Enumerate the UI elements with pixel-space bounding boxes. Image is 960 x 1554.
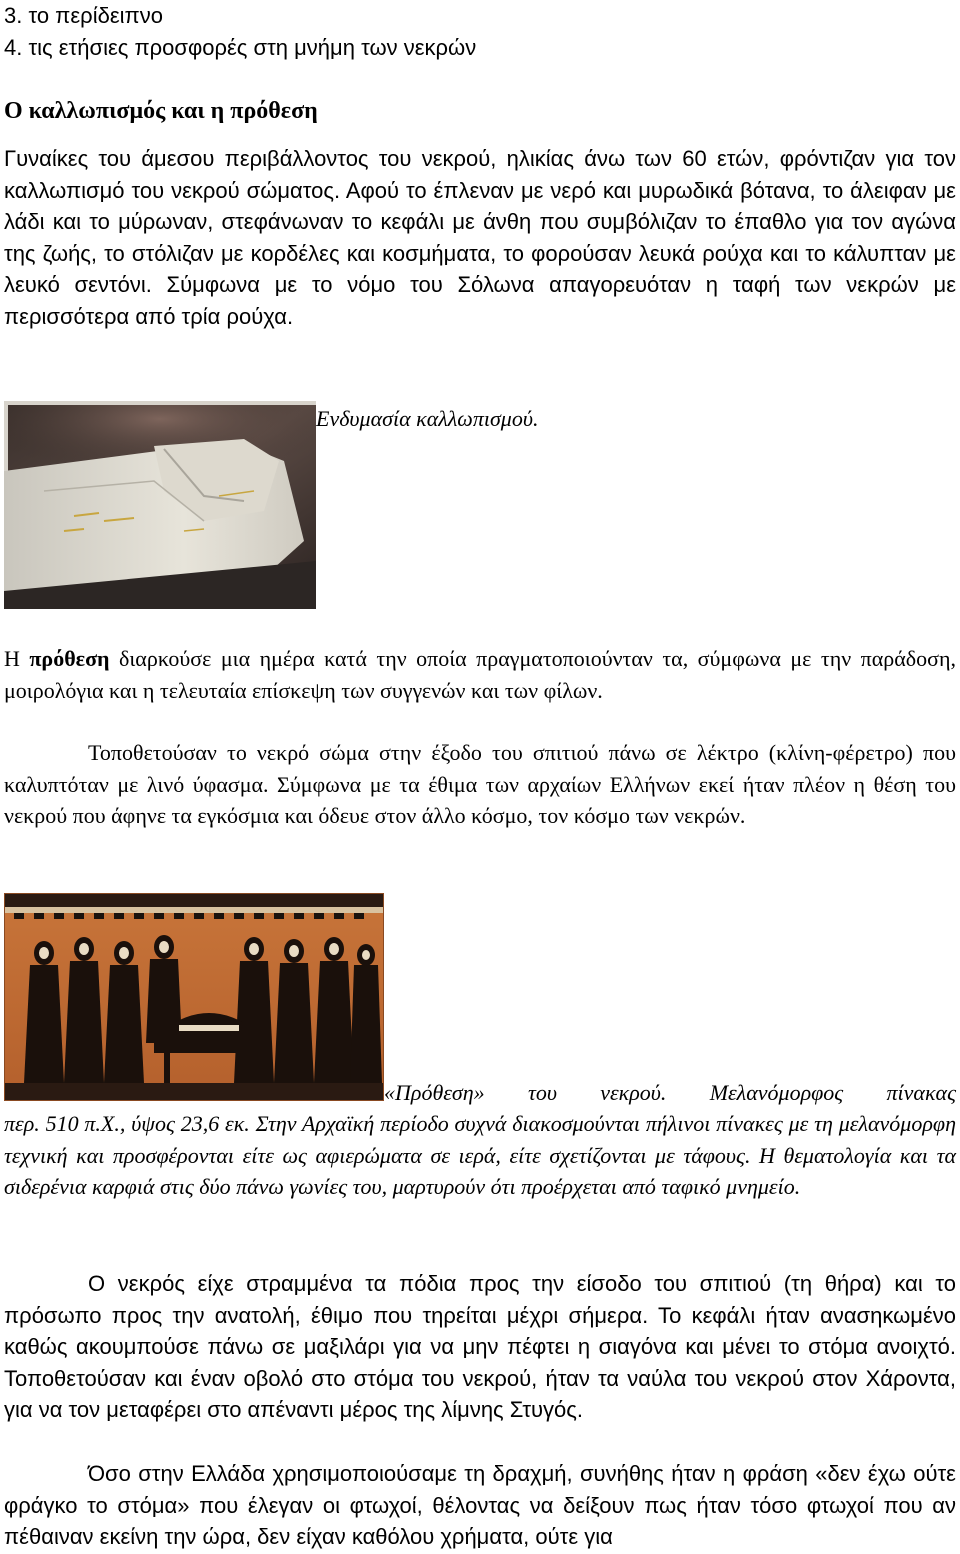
black-figure-plaque-photo	[4, 893, 384, 1101]
burial-garment-caption: Ενδυμασία καλλωπισμού.	[316, 406, 539, 431]
paragraph-grooming: Γυναίκες του άμεσου περιβάλλοντος του νεκρού, ηλικίας άνω των 60 ετών, φρόντιζαν για τον καλλωπισμό του νεκρού σώματος. Αφού το έπλεναν με νερό και μυρωδικά βότανα, το άλειφαν με λάδι και το μύρωναν, στεφάνωναν το κεφάλι με άνθη που συμβόλιζαν το έπαθλο για τον αγώνα της ζωής, το στόλιζαν με κορδέλες και κοσμήματα, το φορούσαν λευκά ρούχα και το κάλυπταν με λευκό σεντόνι. Σύμφωνα με το νόμο του Σόλωνα απαγορευόταν η ταφή των νεκρών με περισσότερα από τρία ρούχα.	[4, 146, 956, 329]
plaque-caption-rest: περ. 510 π.Χ., ύψος 23,6 εκ. Στην Αρχαϊκή περίοδο συχνά διακοσμούνται πήλινοι πίνακες με τη μελανόμορφη τεχνική και προσφέρονται είτε ως αφιερώματα σε ιερά, είτε σχετίζονται με τάφους. Η θεματολογία και τα σιδερένια καρφιά στις δύο πάνω γωνίες του, μαρτυρούν ότι προέρχεται από ταφικό μνημείο.	[4, 1111, 956, 1199]
section-heading: Ο καλλωπισμός και η πρόθεση	[4, 98, 318, 124]
prothesis-text: διαρκούσε μια ημέρα κατά την οποία πραγματοποιούνταν τα, σύμφωνα με την παράδοση, μοιρολόγια και η τελευταία επίσκεψη των συγγενών και των φίλων.	[4, 646, 956, 703]
list-item-3: 3. το περίδειπνο	[4, 3, 163, 28]
paragraph-orientation: Ο νεκρός είχε στραμμένα τα πόδια προς την είσοδο του σπιτιού (τη θήρα) και το πρόσωπο προς την ανατολή, έθιμο που τηρείται μέχρι σήμερα. Το κεφάλι ήταν ανασηκωμένο καθώς ακουμπούσε πάνω σε μαξιλάρι για να μην πέφτει η σιαγόνα και μένει το στόμα ανοιχτό. Τοποθετούσαν και έναν οβολό στο στόμα του νεκρού, ήταν τα ναύλα του νεκρού στον Χάροντα, για να τον μεταφέρει στο απέναντι μέρος της λίμνης Στυγός.	[4, 1271, 956, 1422]
burial-garment-photo	[4, 401, 316, 609]
burial-garment-illustration	[4, 401, 316, 609]
prothesis-intro: Η	[4, 646, 30, 671]
paragraph-drachma: Όσο στην Ελλάδα χρησιμοποιούσαμε τη δραχμή, συνήθης ήταν η φράση «δεν έχω ούτε φράγκο το στόμα» που έλεγαν οι φτωχοί, θέλοντας να δείξουν πως ήταν τόσο φτωχοί που αν πέθαιναν εκείνη την ώρα, δεν είχαν καθόλου χρήματα, ούτε για	[4, 1461, 956, 1549]
list-item-4: 4. τις ετήσιες προσφορές στη μνήμη των νεκρών	[4, 35, 477, 60]
prothesis-term: πρόθεση	[29, 646, 110, 671]
paragraph-prothesis	[4, 643, 956, 706]
paragraph-laying-out: Τοποθετούσαν το νεκρό σώμα στην έξοδο του σπιτιού πάνω σε λέκτρο (κλίνη-φέρετρο) που καλυπτόταν με λινό ύφασμα. Σύμφωνα με τα έθιμα των αρχαίων Ελλήνων εκεί ήταν πλέον η θέση του νεκρού που άφηνε τα εγκόσμια και όδευε στον άλλο κόσμο, τον κόσμο των νεκρών.	[4, 740, 956, 828]
plaque-caption-first-line: «Πρόθεση» του νεκρού. Μελανόμορφος πίνακας	[384, 1080, 956, 1105]
black-figure-plaque-illustration	[4, 893, 384, 1101]
